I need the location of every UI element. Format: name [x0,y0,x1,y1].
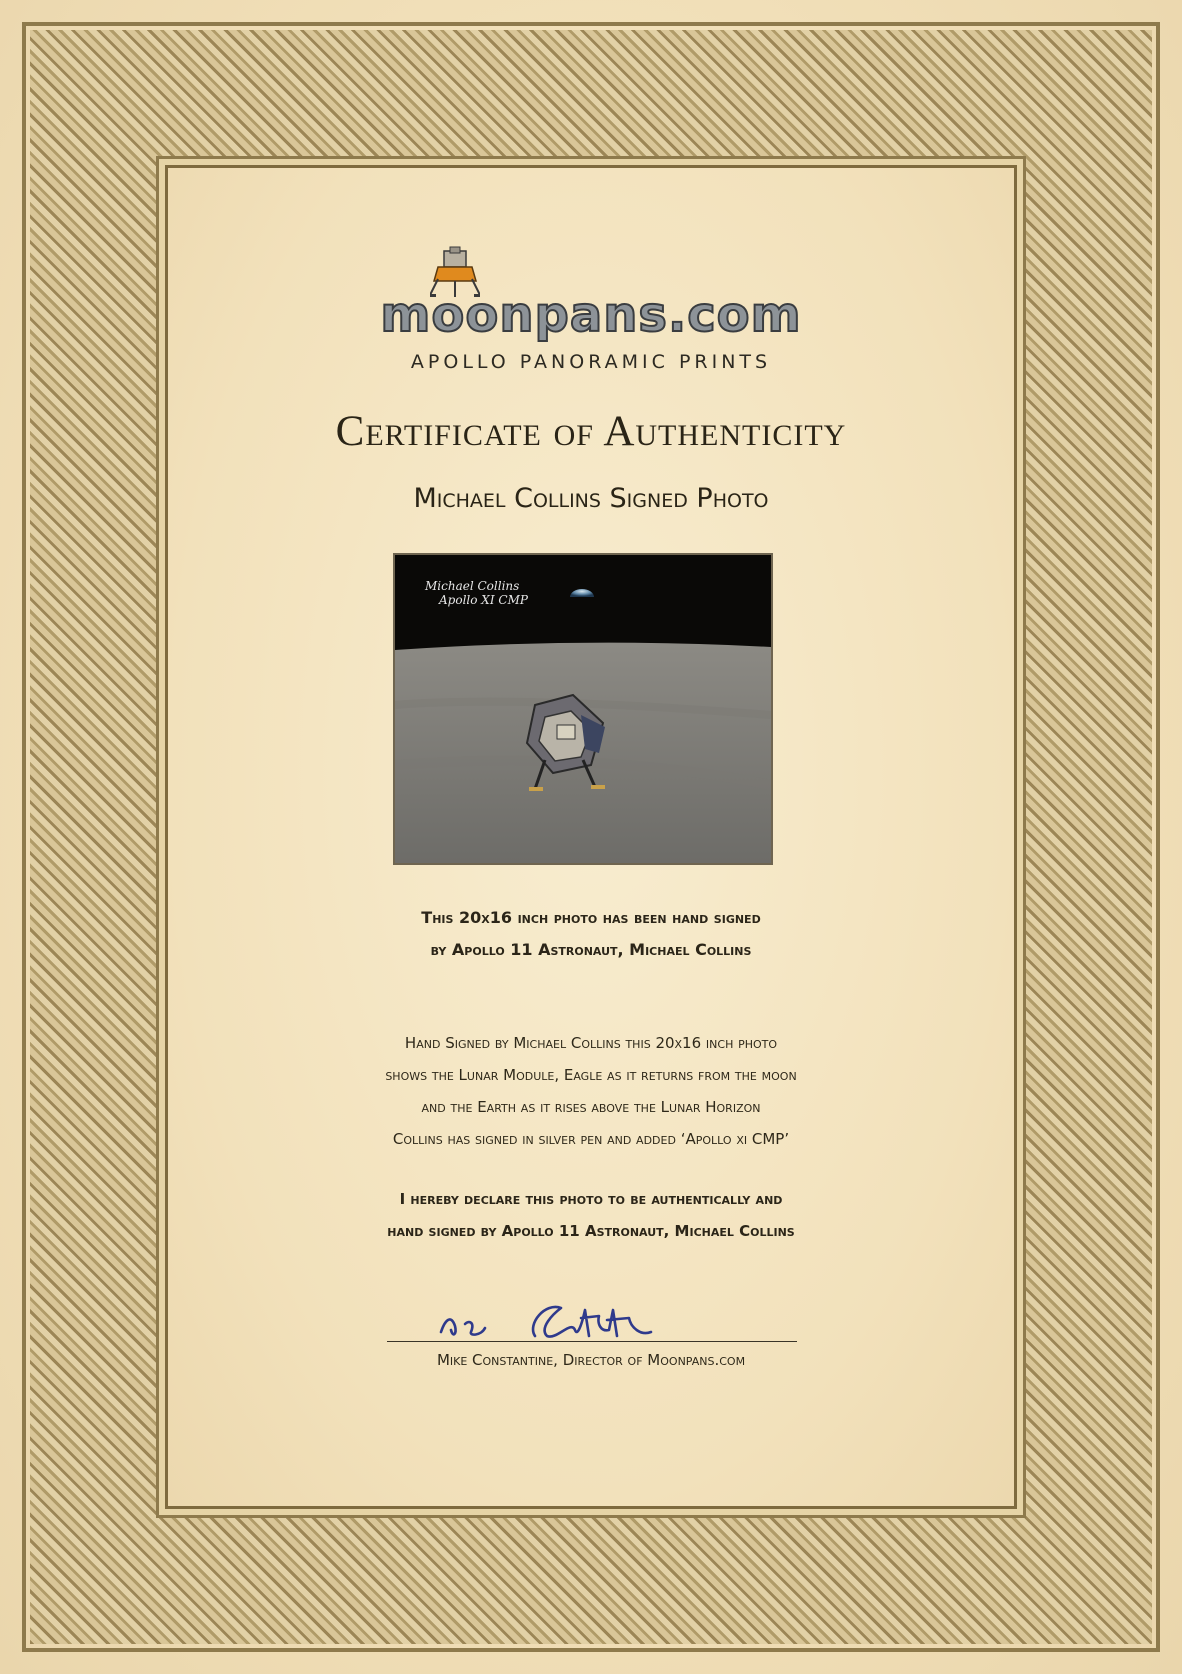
description-line: shows the Lunar Module, Eagle as it returns from the moon [385,1066,797,1084]
photo-autograph [425,579,528,607]
photo-description [165,1027,1017,1155]
authenticity-declaration [165,1183,1017,1247]
logo-tagline: APOLLO PANORAMIC PRINTS [410,351,772,373]
description-line: and the Earth as it rises above the Lunar Horizon [421,1098,761,1116]
declaration-line: hand signed by Apollo 11 Astronaut, Michael Collins [387,1222,795,1240]
logo-wordmark: moonpans.com [380,287,802,343]
declaration-line: I hereby declare this photo to be authentically and [399,1190,783,1208]
signature-line [387,1341,797,1342]
signed-photo [393,553,773,865]
description-line: Collins has signed in silver pen and added ‘Apollo xi CMP’ [392,1130,790,1148]
description-line: Hand Signed by Michael Collins this 20x16 inch photo [404,1034,778,1052]
certificate-title: Certificate of Authenticity [335,408,847,455]
statement-line: This 20x16 inch photo has been hand signed [421,908,761,927]
statement-line: by Apollo 11 Astronaut, Michael Collins [430,940,752,959]
signer-caption: Mike Constantine, Director of Moonpans.com [436,1351,746,1369]
signed-statement [165,902,1017,966]
certificate-subtitle: Michael Collins Signed Photo [413,483,769,514]
autograph-name: Michael Collins [425,579,520,593]
certificate-content [165,165,1017,1509]
director-signature [385,1280,715,1350]
autograph-inscription: Apollo XI CMP [439,593,528,607]
